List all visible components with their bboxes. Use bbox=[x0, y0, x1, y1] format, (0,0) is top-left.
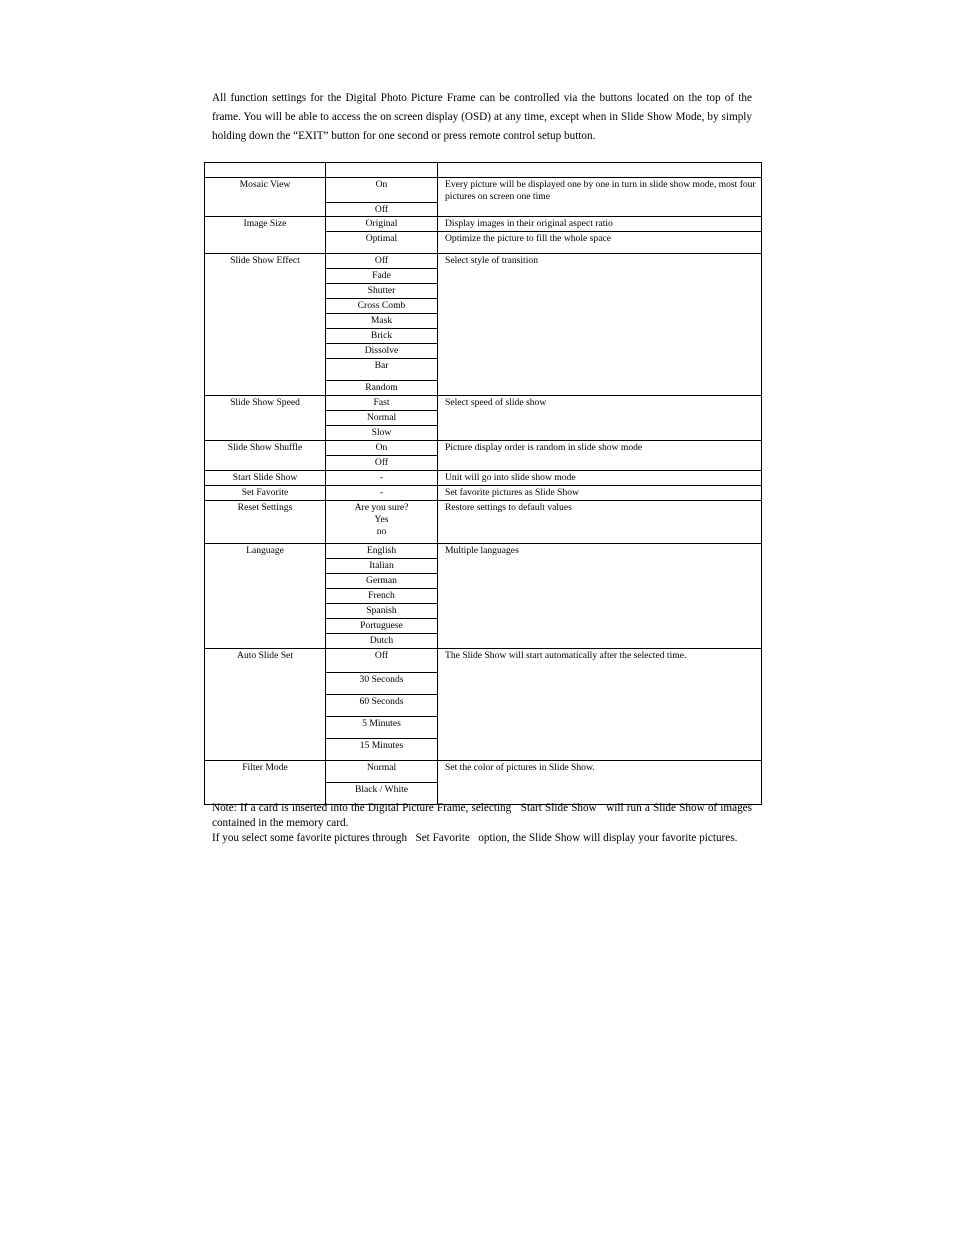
option-cell: Mask bbox=[326, 314, 438, 329]
option-cell: Fade bbox=[326, 269, 438, 284]
option-cell: On bbox=[326, 178, 438, 203]
function-name: Auto Slide Set bbox=[205, 649, 326, 761]
option-cell: Dutch bbox=[326, 634, 438, 649]
option-cell: Random bbox=[326, 381, 438, 396]
reset-yes-option: Yes bbox=[374, 514, 389, 525]
option-cell: German bbox=[326, 574, 438, 589]
table-row bbox=[205, 501, 762, 544]
description-cell: Unit will go into slide show mode bbox=[438, 471, 762, 486]
table-row bbox=[205, 649, 762, 673]
description-cell: Picture display order is random in slide show mode bbox=[438, 441, 762, 471]
function-name: Set Favorite bbox=[205, 486, 326, 501]
note-favorite-paragraph: If you select some favorite pictures through Set Favorite option, the Slide Show will display your favorite pictures. bbox=[212, 832, 738, 844]
function-name: Slide Show Shuffle bbox=[205, 441, 326, 471]
table-row bbox=[205, 471, 762, 486]
description-cell: Set favorite pictures as Slide Show bbox=[438, 486, 762, 501]
table-row bbox=[205, 396, 762, 411]
table-row bbox=[205, 544, 762, 559]
intro-paragraph: All function settings for the Digital Photo Picture Frame can be controlled via the buttons located on the top of the frame. You will be able to access the on screen display (OSD) at any time, except when in Slide Show Mode, by simply holding down the “EXIT” button for one second or press remote control setup button. bbox=[212, 92, 752, 142]
option-cell: 5 Minutes bbox=[326, 717, 438, 739]
function-name: Filter Mode bbox=[205, 761, 326, 805]
description-cell: Every picture will be displayed one by one in turn in slide show mode, most four pictures on screen one time bbox=[438, 178, 762, 217]
function-name: Language bbox=[205, 544, 326, 649]
option-cell: Normal bbox=[326, 411, 438, 426]
function-name: Slide Show Effect bbox=[205, 254, 326, 396]
option-cell: Bar bbox=[326, 359, 438, 381]
option-cell: Fast bbox=[326, 396, 438, 411]
function-name: Reset Settings bbox=[205, 501, 326, 544]
option-cell: - bbox=[326, 471, 438, 486]
description-cell: The Slide Show will start automatically after the selected time. bbox=[438, 649, 762, 761]
description-cell: Select speed of slide show bbox=[438, 396, 762, 441]
option-cell: Portuguese bbox=[326, 619, 438, 634]
option-cell: Dissolve bbox=[326, 344, 438, 359]
note-card-paragraph: Note: If a card is inserted into the Digital Picture Frame, selecting Start Slide Show will run a Slide Show of images contained in the memory card. bbox=[212, 802, 752, 829]
option-cell: English bbox=[326, 544, 438, 559]
table-row bbox=[205, 178, 762, 203]
reset-prompt: Are you sure? bbox=[354, 502, 409, 513]
settings-table bbox=[204, 162, 762, 805]
header-cell bbox=[438, 163, 762, 178]
description-cell: Select style of transition bbox=[438, 254, 762, 396]
option-cell: - bbox=[326, 486, 438, 501]
option-cell: Cross Comb bbox=[326, 299, 438, 314]
option-cell: Slow bbox=[326, 426, 438, 441]
function-name: Mosaic View bbox=[205, 178, 326, 217]
function-name: Slide Show Speed bbox=[205, 396, 326, 441]
option-cell: Optimal bbox=[326, 232, 438, 254]
table-header-row bbox=[205, 163, 762, 178]
option-cell: Normal bbox=[326, 761, 438, 783]
description-cell: Multiple languages bbox=[438, 544, 762, 649]
table-row bbox=[205, 217, 762, 232]
table-row bbox=[205, 441, 762, 456]
option-cell: Off bbox=[326, 456, 438, 471]
option-cell: Original bbox=[326, 217, 438, 232]
table-row bbox=[205, 486, 762, 501]
option-cell: On bbox=[326, 441, 438, 456]
description-cell: Set the color of pictures in Slide Show. bbox=[438, 761, 762, 805]
option-cell: Off bbox=[326, 254, 438, 269]
option-cell: Off bbox=[326, 203, 438, 217]
option-cell: Black / White bbox=[326, 783, 438, 805]
description-cell: Display images in their original aspect ratio bbox=[438, 217, 762, 232]
option-cell: Off bbox=[326, 649, 438, 673]
option-cell: 60 Seconds bbox=[326, 695, 438, 717]
function-name: Image Size bbox=[205, 217, 326, 254]
option-cell: Brick bbox=[326, 329, 438, 344]
function-name: Start Slide Show bbox=[205, 471, 326, 486]
option-cell: French bbox=[326, 589, 438, 604]
table-row bbox=[205, 761, 762, 783]
header-cell bbox=[205, 163, 326, 178]
table-row bbox=[205, 254, 762, 269]
description-cell: Restore settings to default values bbox=[438, 501, 762, 544]
option-cell: Italian bbox=[326, 559, 438, 574]
reset-no-option: no bbox=[376, 526, 387, 537]
option-cell: 30 Seconds bbox=[326, 673, 438, 695]
option-cell bbox=[326, 501, 438, 544]
header-cell bbox=[326, 163, 438, 178]
option-cell: Shutter bbox=[326, 284, 438, 299]
description-cell: Optimize the picture to fill the whole space bbox=[438, 232, 762, 254]
notes-section bbox=[212, 801, 752, 846]
option-cell: Spanish bbox=[326, 604, 438, 619]
option-cell: 15 Minutes bbox=[326, 739, 438, 761]
